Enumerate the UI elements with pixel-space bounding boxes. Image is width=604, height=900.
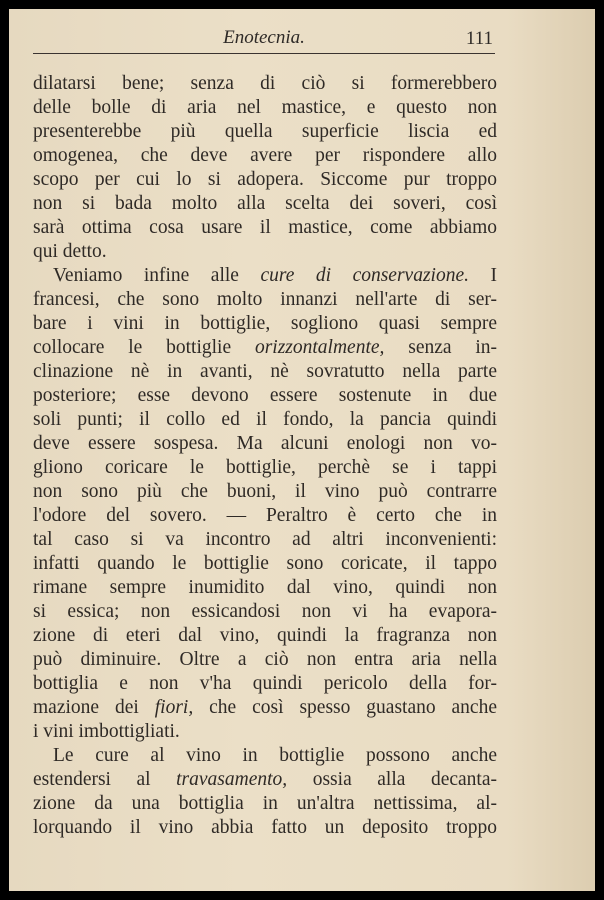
text-line (33, 528, 497, 552)
running-title: Enotecnia. (223, 27, 305, 48)
text-line (33, 384, 497, 408)
text-segment: che così spesso guastano anche (193, 697, 497, 718)
text-segment: posteriore; esse devono essere sostenute in due (33, 385, 497, 406)
text-segment: collocare le bottiglie (33, 337, 255, 358)
text-segment: infatti quando le bottiglie sono coricate, il tappo (33, 553, 497, 574)
text-segment: l'odore del sovero. — Peraltro è certo che in (33, 505, 497, 526)
running-header (33, 25, 495, 54)
text-line (33, 336, 497, 360)
body-text (33, 72, 497, 840)
text-line (33, 600, 497, 624)
text-line (33, 192, 497, 216)
text-segment: Le cure al vino in bottiglie possono anche (53, 745, 497, 766)
text-line (33, 240, 497, 264)
text-line (33, 504, 497, 528)
italic-text: travasamento, (176, 769, 288, 790)
italic-text: orizzontalmente, (254, 337, 385, 358)
text-segment: zione di eteri dal vino, quindi la fragranza non (33, 625, 497, 646)
text-line (33, 744, 497, 768)
text-segment: tal caso si va incontro ad altri inconvenienti: (33, 529, 497, 550)
text-segment: omogenea, che deve avere per rispondere allo (33, 145, 497, 166)
text-line (33, 720, 497, 744)
text-segment: qui detto. (33, 241, 107, 262)
text-line (33, 624, 497, 648)
text-line (33, 648, 497, 672)
text-line (33, 144, 497, 168)
text-segment: non sono più che buoni, il vino può contrarre (33, 481, 497, 502)
text-line (33, 816, 497, 840)
text-line (33, 480, 497, 504)
text-segment: sarà ottima cosa usare il mastice, come abbiamo (33, 217, 497, 238)
text-line (33, 360, 497, 384)
text-segment: estendersi al (33, 769, 177, 790)
text-segment: dilatarsi bene; senza di ciò si formerebbero (33, 73, 497, 94)
text-segment: presenterebbe più quella superficie liscia ed (33, 121, 497, 142)
text-segment: non si bada molto alla scelta dei soveri, così (33, 193, 497, 214)
text-segment: si essica; non essicandosi non vi ha evapora- (33, 601, 497, 622)
text-line (33, 408, 497, 432)
text-line (33, 312, 497, 336)
text-line (33, 264, 497, 288)
text-segment: clinazione nè in avanti, nè sovratutto nella parte (33, 361, 497, 382)
text-segment: scopo per cui lo si adopera. Siccome pur troppo (33, 169, 497, 190)
text-line (33, 552, 497, 576)
book-page (9, 9, 595, 891)
text-segment: soli punti; il collo ed il fondo, la pancia quindi (33, 409, 497, 430)
text-line (33, 456, 497, 480)
text-segment: ossia alla decanta- (287, 769, 497, 790)
page-number: 111 (465, 28, 493, 49)
text-segment: mazione dei (33, 697, 155, 718)
text-segment: gliono coricare le bottiglie, perchè se i tappi (33, 457, 497, 478)
text-segment: zione da una bottiglia in un'altra nettissima, al- (33, 793, 497, 814)
text-line (33, 72, 497, 96)
text-line (33, 672, 497, 696)
text-line (33, 792, 497, 816)
italic-text: fiori, (154, 697, 194, 718)
text-segment: I (469, 265, 497, 286)
text-segment: francesi, che sono molto innanzi nell'arte di ser- (33, 289, 497, 310)
text-segment: bottiglia e non v'ha quindi pericolo della for- (33, 673, 497, 694)
text-line (33, 432, 497, 456)
italic-text: cure di conservazione. (260, 265, 469, 286)
text-segment: senza in- (384, 337, 498, 358)
text-line (33, 216, 497, 240)
text-segment: bare i vini in bottiglie, sogliono quasi sempre (33, 313, 497, 334)
text-segment: rimane sempre inumidito dal vino, quindi non (33, 577, 497, 598)
text-line (33, 120, 497, 144)
text-line (33, 96, 497, 120)
text-line (33, 576, 497, 600)
text-segment: i vini imbottigliati. (33, 721, 180, 742)
text-segment: delle bolle di aria nel mastice, e questo non (33, 97, 497, 118)
text-segment: Veniamo infine alle (53, 265, 261, 286)
text-line (33, 168, 497, 192)
text-segment: può diminuire. Oltre a ciò non entra aria nella (33, 649, 497, 670)
text-line (33, 768, 497, 792)
text-segment: deve essere sospesa. Ma alcuni enologi non vo- (33, 433, 497, 454)
text-segment: lorquando il vino abbia fatto un deposito troppo (33, 817, 497, 838)
text-line (33, 288, 497, 312)
text-line (33, 696, 497, 720)
